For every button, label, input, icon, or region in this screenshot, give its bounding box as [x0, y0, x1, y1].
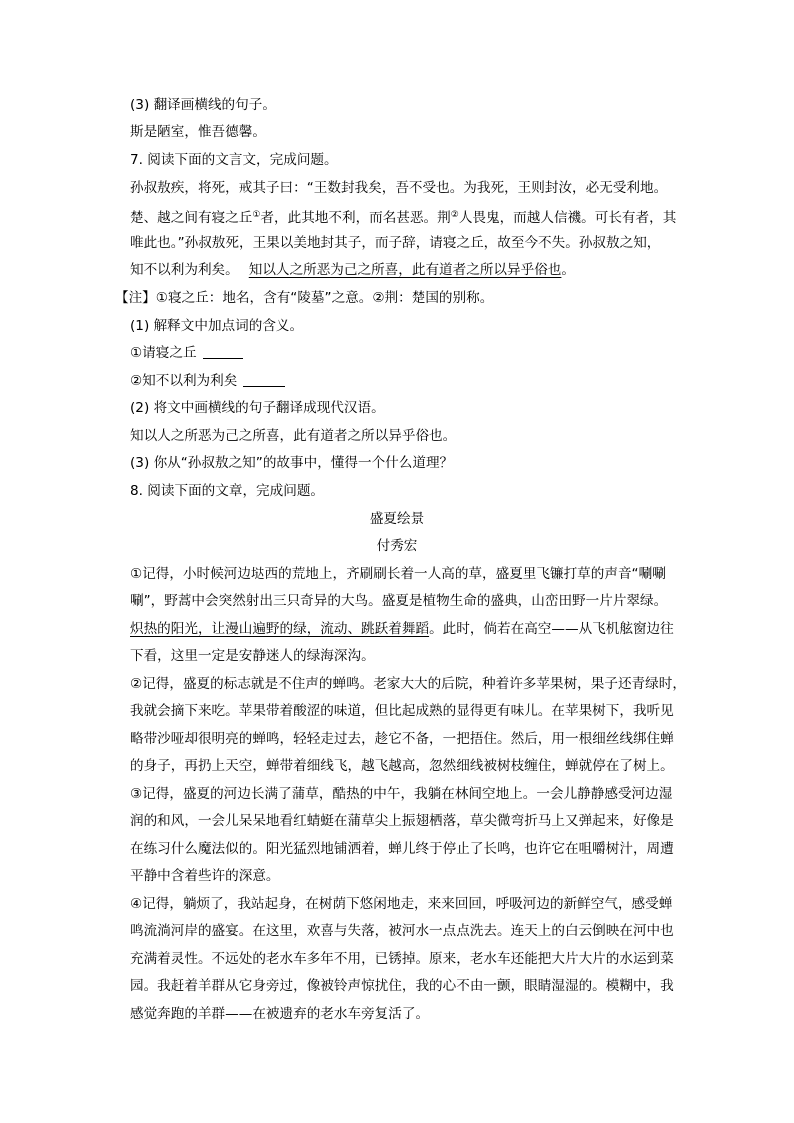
q7-passage-line-3: 唯此也。”孙叔敖死，王果以美地封其子，而子辞，请寝之丘，故至今不失。孙叔敖之知， — [130, 235, 661, 251]
q7-passage-line-2c: 人畏鬼，而越人信禨。可长有者，其 — [458, 210, 677, 226]
p1-underlined-sentence: 炽热的阳光，让漫山遍野的绿，流动、跳跃着舞蹈 — [130, 621, 430, 637]
q7-sub1-item-1 — [130, 343, 243, 363]
q7-sub1-item-2-text: ②知不以利为利矣 — [130, 373, 238, 389]
p3-line-1: ③记得，盛夏的河边长满了蒲草，酷热的中午，我躺在林间空地上。一会儿静静感受河边湿 — [130, 786, 673, 802]
p4-line-5: 感觉奔跑的羊群——在被遗弃的老水车旁复活了。 — [130, 1006, 430, 1022]
q7-underlined-sentence: 知以人之所恶为己之所喜，此有道者之所以异乎俗也 — [248, 262, 562, 278]
article-author: 付秀宏 — [376, 538, 418, 554]
q7-sub1-item-1-text: ①请寝之丘 — [130, 345, 197, 361]
p4-line-1: ④记得，躺烦了，我站起身，在树荫下悠闲地走，来来回回，呼吸河边的新鲜空气，感受蝉 — [130, 896, 673, 912]
q8-heading: 8. 阅读下面的文章，完成问题。 — [130, 483, 325, 499]
answer-blank-1[interactable] — [203, 344, 243, 359]
p4-line-2: 鸣流淌河岸的盛宴。在这里，欢喜与失落，被河水一点点洗去。连天上的白云倒映在河中也 — [130, 923, 674, 939]
footnote-marker-2: ② — [450, 210, 459, 220]
p2-line-3: 略带沙哑却很明亮的蝉鸣，轻轻走过去，趁它不备，一把捂住。然后，用一根细丝线绑住蝉 — [130, 731, 674, 747]
q7-sub1-label: (1) 解释文中加点词的含义。 — [130, 318, 304, 334]
q7-sub2-sentence: 知以人之所恶为己之所喜，此有道者之所以异乎俗也。 — [130, 428, 457, 444]
q7-note: 【注】①寝之丘：地名，含有“陵墓”之意。②荆：楚国的别称。 — [115, 290, 494, 306]
q7-passage-line-2 — [130, 205, 676, 225]
q7-passage-line-4a: 知不以利为利矣。 — [130, 262, 239, 278]
p4-line-4: 园。我赶着羊群从它身旁过，像被铃声惊扰住，我的心不由一颤，眼睛湿湿的。模糊中，我 — [130, 978, 674, 994]
p1-line-3b: 。此时，倘若在高空——从飞机舷窗边往 — [429, 621, 674, 637]
p2-line-1: ②记得，盛夏的标志就是不住声的蝉鸣。老家大大的后院，种着许多苹果树，果子还青绿时， — [130, 676, 686, 692]
q7-sub1-item-2 — [130, 371, 285, 391]
p4-line-3: 充满着灵性。不远处的老水车多年不用，已锈掉。原来，老水车还能把大片大片的水运到菜 — [130, 951, 674, 967]
p3-line-2: 润的和风，一会儿呆呆地看红蜻蜓在蒲草尖上振翅栖落，草尖微弯折马上又弹起来，好像是 — [130, 813, 674, 829]
p1-line-4: 下看，这里一定是安静迷人的绿海深沟。 — [130, 648, 375, 664]
p1-line-1: ①记得，小时候河边垯西的荒地上，齐刷刷长着一人高的草，盛夏里飞镰打草的声音“唰唰 — [130, 566, 666, 582]
p1-line-2: 唰”，野蒿中会突然射出三只奇异的大鸟。盛夏是植物生命的盛典，山峦田野一片片翠绿。 — [130, 593, 668, 609]
footnote-marker-1: ① — [252, 210, 261, 220]
p1-line-3 — [130, 619, 674, 639]
q7-passage-line-2a: 楚、越之间有寝之丘 — [130, 210, 253, 226]
q7-passage-line-4 — [130, 260, 575, 280]
p2-line-4: 的身子，再扔上天空，蝉带着细线飞，越飞越高，忽然细线被树枝缠住，蝉就停在了树上。 — [130, 758, 674, 774]
q7-heading: 7. 阅读下面的文言文，完成问题。 — [130, 152, 338, 168]
q7-passage-line-1: 孙叔敖疾，将死，戒其子曰：“王数封我矣，吾不受也。为我死，王则封汝，必无受利地。 — [130, 180, 668, 196]
answer-blank-2[interactable] — [243, 372, 285, 387]
p2-line-2: 我就会摘下来吃。苹果带着酸涩的味道，但比起成熟的显得更有味儿。在苹果树下，我听见 — [130, 703, 674, 719]
q7-sub2-label: (2) 将文中画横线的句子翻译成现代汉语。 — [130, 400, 385, 416]
p3-line-3: 在练习什么魔法似的。阳光猛烈地铺洒着，蝉儿终于停止了长鸣，也许它在咀嚼树汁，周遭 — [130, 841, 674, 857]
q7-sub3-label: (3) 你从“孙叔敖之知”的故事中，懂得一个什么道理？ — [130, 455, 454, 471]
q6-sub3-sentence: 斯是陋室，惟吾德馨。 — [130, 124, 266, 140]
q6-sub3-label: (3) 翻译画横线的句子。 — [130, 97, 276, 113]
article-title: 盛夏绘景 — [369, 511, 425, 527]
q7-passage-line-2b: 者，此其地不利，而名甚恶。荆 — [260, 210, 451, 226]
q7-passage-line-4b: 。 — [561, 262, 575, 278]
p3-line-4: 平静中含着些许的深意。 — [130, 868, 280, 884]
